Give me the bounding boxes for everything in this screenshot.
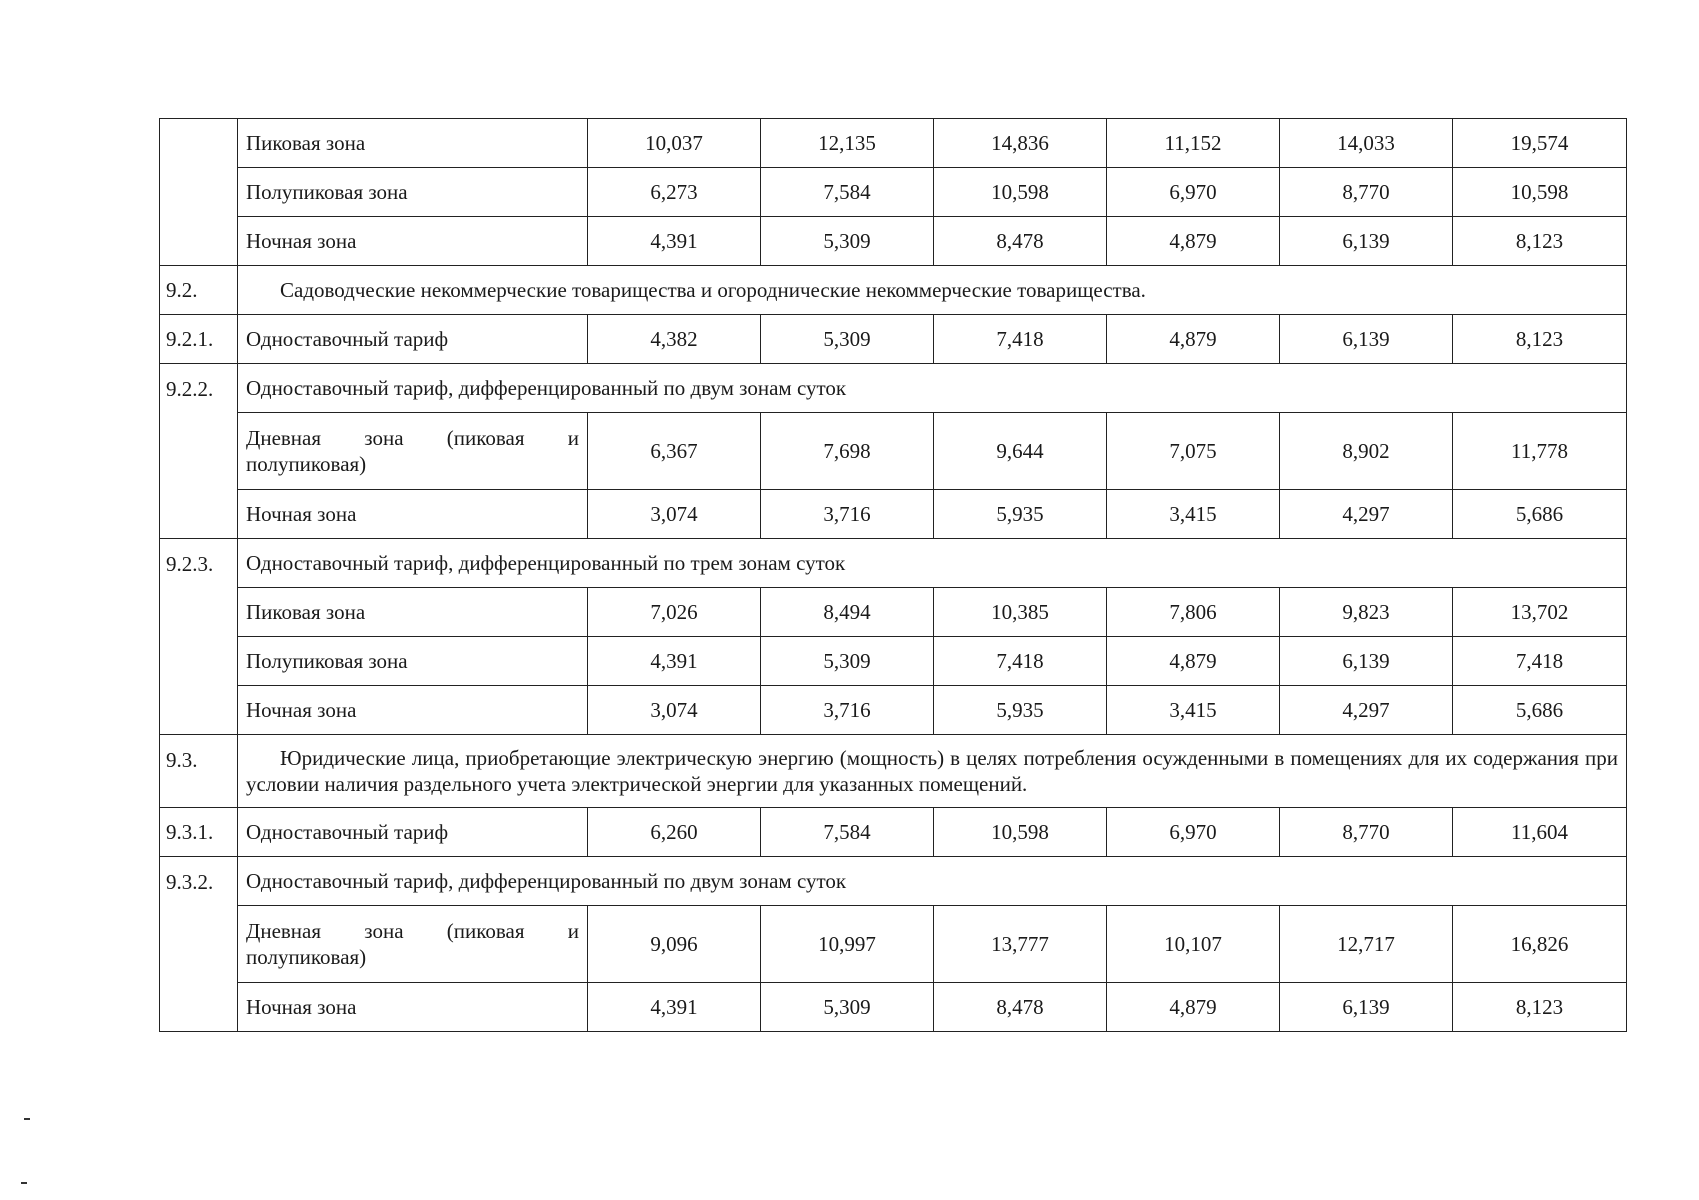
row-label: Ночная зона <box>238 217 588 266</box>
value-cell: 3,716 <box>761 686 934 735</box>
row-number: 9.3. <box>160 735 238 808</box>
row-label: Пиковая зона <box>238 588 588 637</box>
value-cell: 7,418 <box>934 315 1107 364</box>
value-cell: 4,391 <box>588 637 761 686</box>
value-cell: 8,478 <box>934 217 1107 266</box>
section-title: Одноставочный тариф, дифференцированный по двум зонам суток <box>238 364 1627 413</box>
section-row <box>160 266 1627 315</box>
value-cell: 5,309 <box>761 983 934 1032</box>
row-label: Ночная зона <box>238 686 588 735</box>
value-cell: 8,494 <box>761 588 934 637</box>
value-cell: 3,415 <box>1107 686 1280 735</box>
row-label: Одноставочный тариф <box>238 808 588 857</box>
value-cell: 6,970 <box>1107 168 1280 217</box>
value-cell: 11,152 <box>1107 119 1280 168</box>
section-title: Одноставочный тариф, дифференцированный по двум зонам суток <box>238 857 1627 906</box>
value-cell: 6,970 <box>1107 808 1280 857</box>
value-cell: 4,879 <box>1107 315 1280 364</box>
section-row <box>160 364 1627 413</box>
section-row <box>160 539 1627 588</box>
value-cell: 6,367 <box>588 413 761 490</box>
value-cell: 4,879 <box>1107 217 1280 266</box>
margin-dash-mark <box>21 1182 27 1184</box>
value-cell: 5,309 <box>761 315 934 364</box>
value-cell: 5,686 <box>1453 686 1627 735</box>
value-cell: 8,123 <box>1453 983 1627 1032</box>
value-cell: 4,879 <box>1107 637 1280 686</box>
table-row <box>160 588 1627 637</box>
value-cell: 3,415 <box>1107 490 1280 539</box>
value-cell: 10,107 <box>1107 906 1280 983</box>
value-cell: 4,297 <box>1280 686 1453 735</box>
section-row <box>160 857 1627 906</box>
value-cell: 3,074 <box>588 490 761 539</box>
row-number: 9.2.3. <box>160 539 238 735</box>
row-number: 9.2.1. <box>160 315 238 364</box>
row-label: Дневная зона (пиковая и полупиковая) <box>238 413 588 490</box>
value-cell: 10,037 <box>588 119 761 168</box>
value-cell: 4,297 <box>1280 490 1453 539</box>
value-cell: 4,391 <box>588 983 761 1032</box>
table-row <box>160 686 1627 735</box>
value-cell: 12,717 <box>1280 906 1453 983</box>
table-row <box>160 906 1627 983</box>
value-cell: 10,598 <box>934 168 1107 217</box>
value-cell: 9,644 <box>934 413 1107 490</box>
value-cell: 6,273 <box>588 168 761 217</box>
value-cell: 8,123 <box>1453 217 1627 266</box>
margin-dash-mark <box>24 1118 30 1120</box>
value-cell: 10,385 <box>934 588 1107 637</box>
row-label: Полупиковая зона <box>238 168 588 217</box>
value-cell: 5,935 <box>934 686 1107 735</box>
value-cell: 7,584 <box>761 808 934 857</box>
value-cell: 4,382 <box>588 315 761 364</box>
value-cell: 4,879 <box>1107 983 1280 1032</box>
section-title: Одноставочный тариф, дифференцированный по трем зонам суток <box>238 539 1627 588</box>
value-cell: 7,026 <box>588 588 761 637</box>
value-cell: 10,598 <box>1453 168 1627 217</box>
table-row <box>160 413 1627 490</box>
value-cell: 19,574 <box>1453 119 1627 168</box>
value-cell: 7,418 <box>934 637 1107 686</box>
tariff-table <box>159 118 1627 1032</box>
value-cell: 7,806 <box>1107 588 1280 637</box>
table-row <box>160 637 1627 686</box>
value-cell: 13,777 <box>934 906 1107 983</box>
value-cell: 9,823 <box>1280 588 1453 637</box>
value-cell: 5,686 <box>1453 490 1627 539</box>
table-row <box>160 315 1627 364</box>
row-label: Полупиковая зона <box>238 637 588 686</box>
row-number: 9.3.1. <box>160 808 238 857</box>
value-cell: 10,997 <box>761 906 934 983</box>
table-row <box>160 168 1627 217</box>
value-cell: 6,260 <box>588 808 761 857</box>
value-cell: 7,698 <box>761 413 934 490</box>
table-row <box>160 490 1627 539</box>
value-cell: 6,139 <box>1280 637 1453 686</box>
value-cell: 6,139 <box>1280 217 1453 266</box>
row-number: 9.3.2. <box>160 857 238 1032</box>
value-cell: 8,478 <box>934 983 1107 1032</box>
table-row <box>160 808 1627 857</box>
value-cell: 3,074 <box>588 686 761 735</box>
value-cell: 6,139 <box>1280 983 1453 1032</box>
value-cell: 16,826 <box>1453 906 1627 983</box>
value-cell: 8,123 <box>1453 315 1627 364</box>
value-cell: 4,391 <box>588 217 761 266</box>
value-cell: 3,716 <box>761 490 934 539</box>
value-cell: 7,418 <box>1453 637 1627 686</box>
value-cell: 7,584 <box>761 168 934 217</box>
row-label: Ночная зона <box>238 983 588 1032</box>
row-label: Ночная зона <box>238 490 588 539</box>
row-label: Одноставочный тариф <box>238 315 588 364</box>
row-label: Пиковая зона <box>238 119 588 168</box>
row-number: 9.2.2. <box>160 364 238 539</box>
value-cell: 6,139 <box>1280 315 1453 364</box>
section-title: Садоводческие некоммерческие товарищества и огороднические некоммерческие товарищества. <box>238 266 1627 315</box>
row-number-cell <box>160 119 238 266</box>
value-cell: 11,604 <box>1453 808 1627 857</box>
value-cell: 14,033 <box>1280 119 1453 168</box>
value-cell: 5,935 <box>934 490 1107 539</box>
value-cell: 8,770 <box>1280 168 1453 217</box>
table-row <box>160 119 1627 168</box>
value-cell: 11,778 <box>1453 413 1627 490</box>
value-cell: 12,135 <box>761 119 934 168</box>
value-cell: 5,309 <box>761 637 934 686</box>
row-label: Дневная зона (пиковая и полупиковая) <box>238 906 588 983</box>
row-number: 9.2. <box>160 266 238 315</box>
value-cell: 9,096 <box>588 906 761 983</box>
table-row <box>160 983 1627 1032</box>
value-cell: 7,075 <box>1107 413 1280 490</box>
value-cell: 10,598 <box>934 808 1107 857</box>
value-cell: 8,902 <box>1280 413 1453 490</box>
section-row <box>160 735 1627 808</box>
value-cell: 13,702 <box>1453 588 1627 637</box>
table-row <box>160 217 1627 266</box>
section-title: Юридические лица, приобретающие электрическую энергию (мощность) в целях потребления осужденными в помещениях для их содержания при условии наличия раздельного учета электрической энергии для указанных помещений. <box>238 735 1627 808</box>
value-cell: 14,836 <box>934 119 1107 168</box>
value-cell: 8,770 <box>1280 808 1453 857</box>
value-cell: 5,309 <box>761 217 934 266</box>
